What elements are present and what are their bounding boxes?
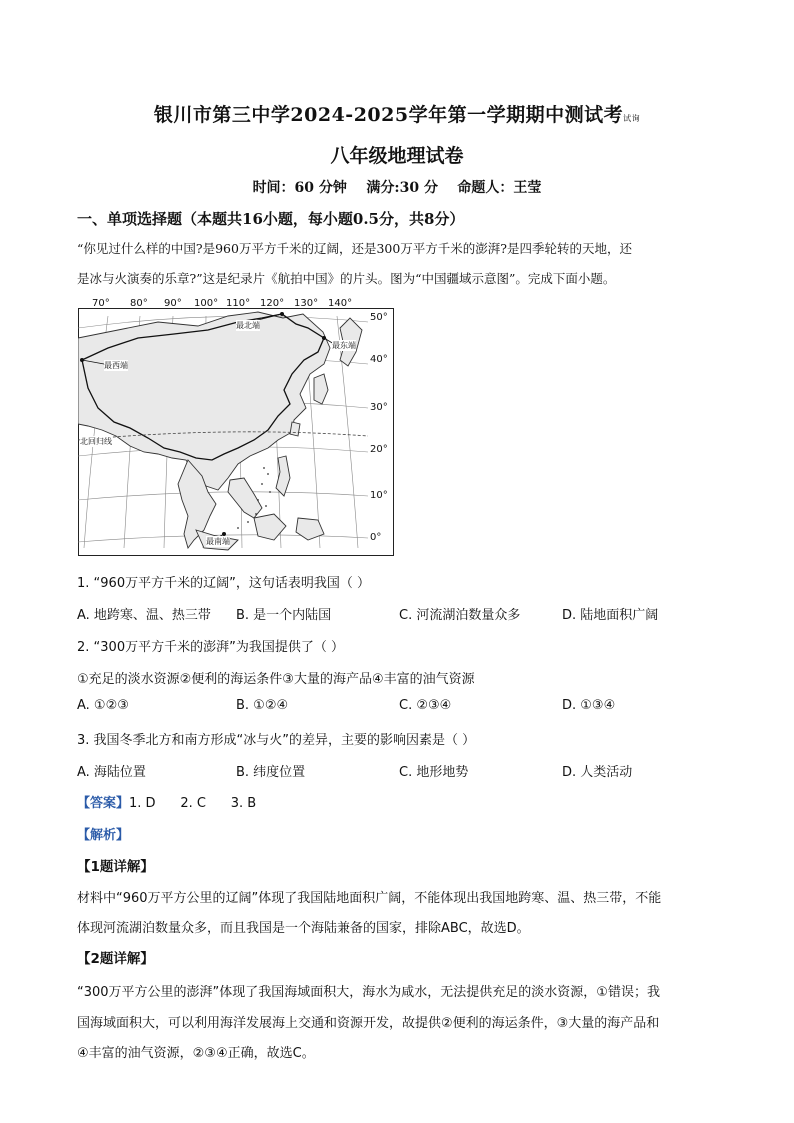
label-west-point: 最西端 (104, 361, 128, 370)
q3-option-d[interactable]: D. 人类活动 (562, 765, 633, 780)
q2-analysis-line-2: 国海域面积大，可以利用海洋发展海上交通和资源开发，故提供②便利的海运条件，③大量的海产品和 (77, 1016, 660, 1031)
lat-label-10: 10° (370, 490, 388, 501)
q2-option-a[interactable]: A. ①②③ (77, 698, 129, 713)
label-tropic: 北回归线 (80, 437, 112, 446)
q2-option-d[interactable]: D. ①③④ (562, 698, 616, 713)
q1-analysis-heading: 【1题详解】 (77, 859, 154, 875)
exam-title-main: 银川市第三中学2024-2025学年第一学期期中测试考 (153, 104, 624, 126)
china-territory-map (78, 298, 394, 556)
q3-option-a[interactable]: A. 海陆位置 (77, 765, 146, 780)
label-south-point: 最南端 (206, 537, 230, 546)
q2-analysis-heading: 【2题详解】 (77, 951, 154, 967)
label-east-point: 最东端 (332, 341, 356, 350)
lat-label-0: 0° (370, 532, 382, 543)
q1-option-d[interactable]: D. 陆地面积广阔 (562, 608, 659, 623)
lon-label-80: 80° (130, 298, 148, 309)
q3-option-b[interactable]: B. 纬度位置 (236, 765, 306, 780)
question-2-stem: 2. “300万平方千米的澎湃”为我国提供了（ ） (77, 640, 344, 655)
q1-option-c[interactable]: C. 河流湖泊数量众多 (399, 608, 521, 623)
exam-meta: 时间：60 分钟 满分:30 分 命题人：王莹 (252, 180, 542, 196)
lat-label-20: 20° (370, 444, 388, 455)
answer-text: 1. D 2. C 3. B (129, 796, 257, 811)
question-3-stem: 3. 我国冬季北方和南方形成“冰与火”的差异，主要的影响因素是（ ） (77, 733, 476, 748)
q1-option-a[interactable]: A. 地跨寒、温、热三带 (77, 608, 211, 623)
label-north-point: 最北端 (236, 321, 260, 330)
lon-label-70: 70° (92, 298, 110, 309)
answer-label: 【答案】 (77, 796, 130, 811)
lon-label-140: 140° (328, 298, 353, 309)
lon-label-120: 120° (260, 298, 285, 309)
q1-analysis-line-2: 体现河流湖泊数量众多，而且我国是一个海陆兼备的国家，排除ABC，故选D。 (77, 921, 530, 936)
lat-label-50: 50° (370, 312, 388, 323)
lon-label-130: 130° (294, 298, 319, 309)
exam-title-tag: 试询 (623, 114, 641, 123)
q2-option-b[interactable]: B. ①②④ (236, 698, 289, 713)
question-1-stem: 1. “960万平方千米的辽阔”，这句话表明我国（ ） (77, 576, 370, 591)
q2-analysis-line-3: ④丰富的油气资源，②③④正确，故选C。 (77, 1046, 315, 1061)
q2-option-c[interactable]: C. ②③④ (399, 698, 452, 713)
exam-subtitle: 八年级地理试卷 (330, 145, 464, 167)
analysis-label: 【解析】 (77, 828, 130, 843)
q3-option-c[interactable]: C. 地形地势 (399, 765, 469, 780)
intro-line-2: 是冰与火演奏的乐章?”这是纪录片《航拍中国》的片头。图为“中国疆域示意图”。完成下面小题。 (77, 271, 616, 286)
answer-row (77, 792, 256, 811)
lat-label-30: 30° (370, 402, 388, 413)
lon-label-90: 90° (164, 298, 182, 309)
section-heading: 一、单项选择题（本题共16小题，每小题0.5分，共8分） (77, 210, 465, 228)
lon-label-110: 110° (226, 298, 251, 309)
lon-label-100: 100° (194, 298, 219, 309)
intro-line-1: “你见过什么样的中国?是960万平方千米的辽阔，还是300万平方千米的澎湃?是四季轮转的天地，还 (77, 241, 633, 256)
lat-label-40: 40° (370, 354, 388, 365)
q2-analysis-line-1: “300万平方公里的澎湃”体现了我国海域面积大，海水为咸水，无法提供充足的淡水资源，①错误；我 (77, 985, 660, 1000)
exam-title (0, 100, 794, 127)
q1-option-b[interactable]: B. 是一个内陆国 (236, 608, 332, 623)
q1-analysis-line-1: 材料中“960万平方公里的辽阔”体现了我国陆地面积广阔，不能体现出我国地跨寒、温、热三带，不能 (77, 891, 662, 906)
question-2-statements: ①充足的淡水资源②便利的海运条件③大量的海产品④丰富的油气资源 (77, 672, 475, 687)
